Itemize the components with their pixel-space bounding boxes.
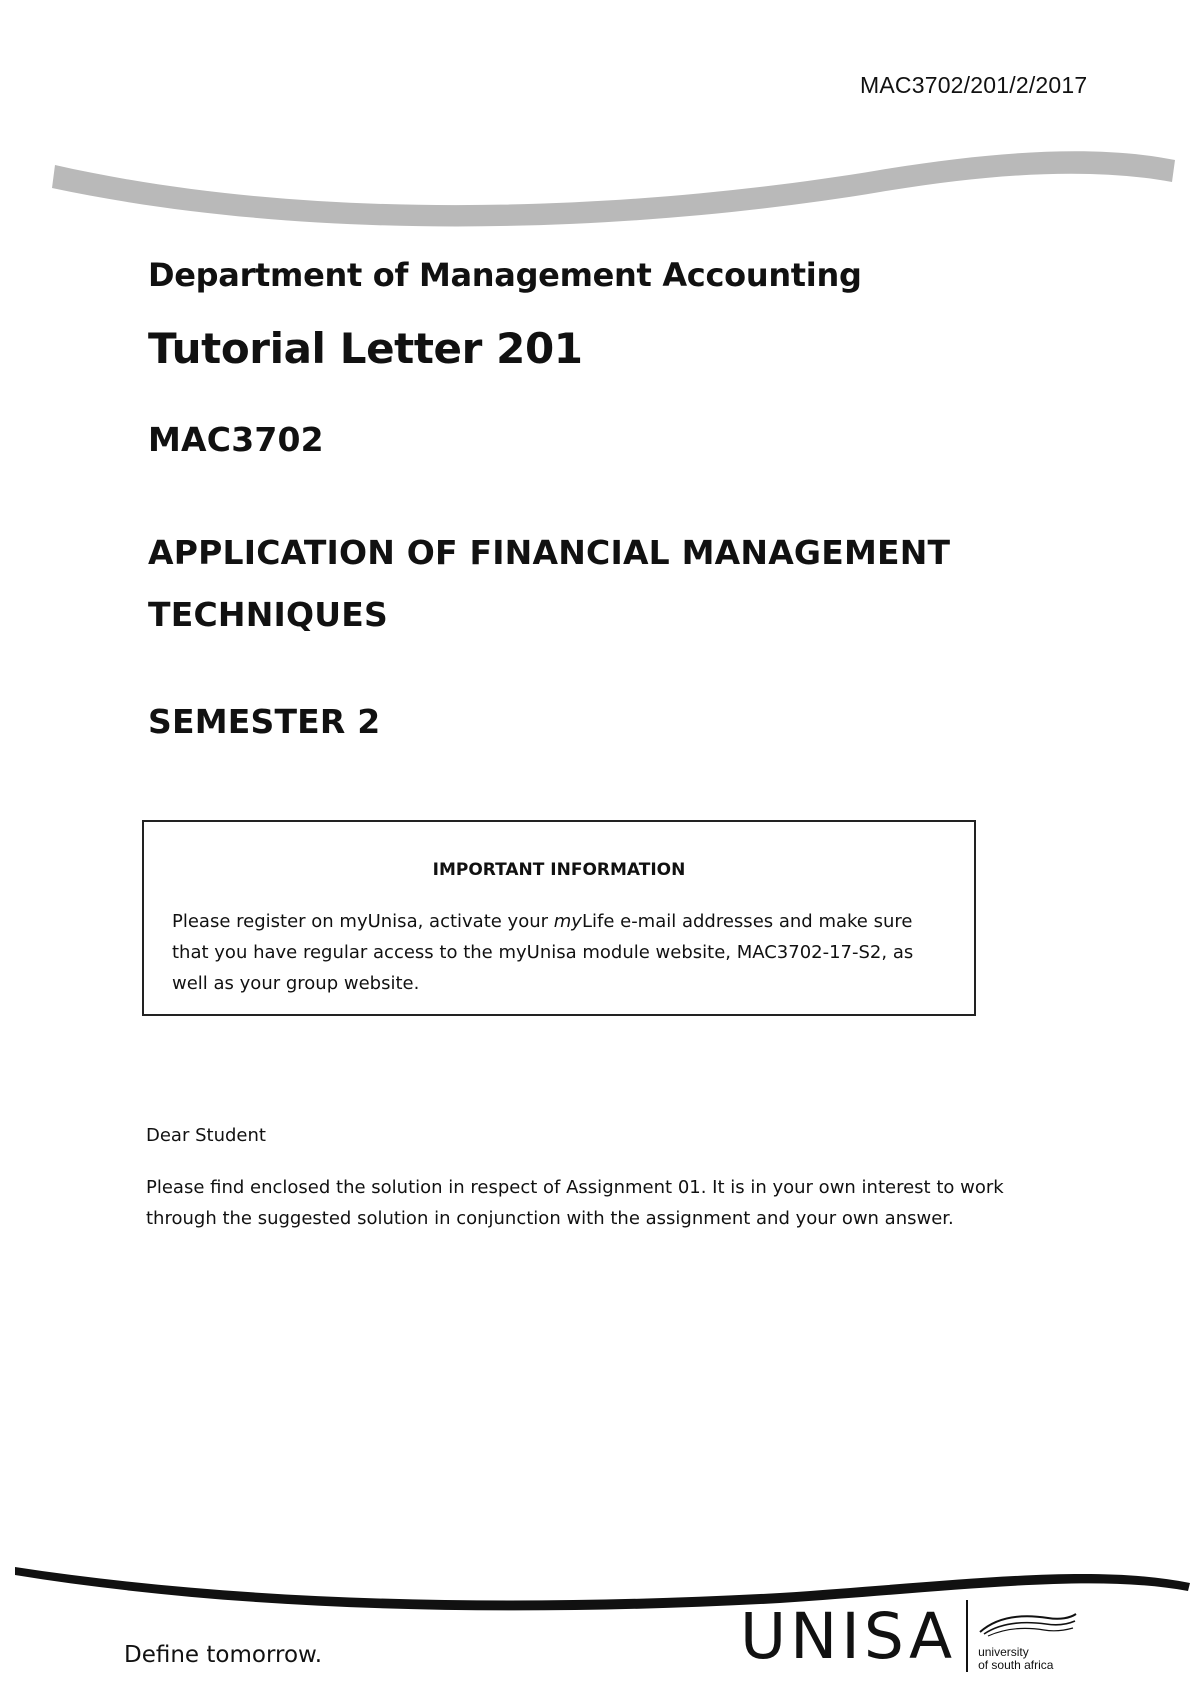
document-code: MAC3702/201/2/2017 xyxy=(860,72,1088,98)
letter-greeting: Dear Student xyxy=(146,1125,266,1146)
logo-right-block xyxy=(978,1600,1078,1672)
module-name-line1: APPLICATION OF FINANCIAL MANAGEMENT xyxy=(148,533,951,572)
info-text-end: Life e-mail addresses and make sure that you have regular access to the myUnisa module website, MAC3702-17-S2, as well as your group website. xyxy=(172,911,914,994)
tutorial-letter-title: Tutorial Letter 201 xyxy=(148,324,583,373)
department-heading: Department of Management Accounting xyxy=(148,256,862,294)
letter-paragraph: Please find enclosed the solution in respect of Assignment 01. It is in your own interest to work through the suggested solution in conjunction with the assignment and your own answer. xyxy=(146,1177,1004,1229)
module-name-line2: TECHNIQUES xyxy=(148,595,388,634)
important-information-title: IMPORTANT INFORMATION xyxy=(432,860,686,880)
tagline: Define tomorrow. xyxy=(124,1642,323,1668)
important-information-text xyxy=(172,906,932,999)
unisa-logo xyxy=(740,1596,1078,1676)
info-text-start: Please register on myUnisa, activate your xyxy=(172,911,554,932)
logo-divider xyxy=(966,1600,968,1672)
semester-label: SEMESTER 2 xyxy=(148,702,381,741)
module-name xyxy=(148,522,1028,646)
logo-subtext-line2: of south africa xyxy=(978,1658,1054,1672)
top-wave-decoration xyxy=(0,120,1200,230)
logo-wordmark: UNISA xyxy=(740,1599,957,1673)
module-code: MAC3702 xyxy=(148,420,324,459)
info-text-italic: my xyxy=(553,911,582,932)
logo-emblem-icon xyxy=(978,1610,1078,1638)
logo-subtext-line1: university xyxy=(978,1645,1029,1659)
important-information-box xyxy=(142,820,976,1016)
